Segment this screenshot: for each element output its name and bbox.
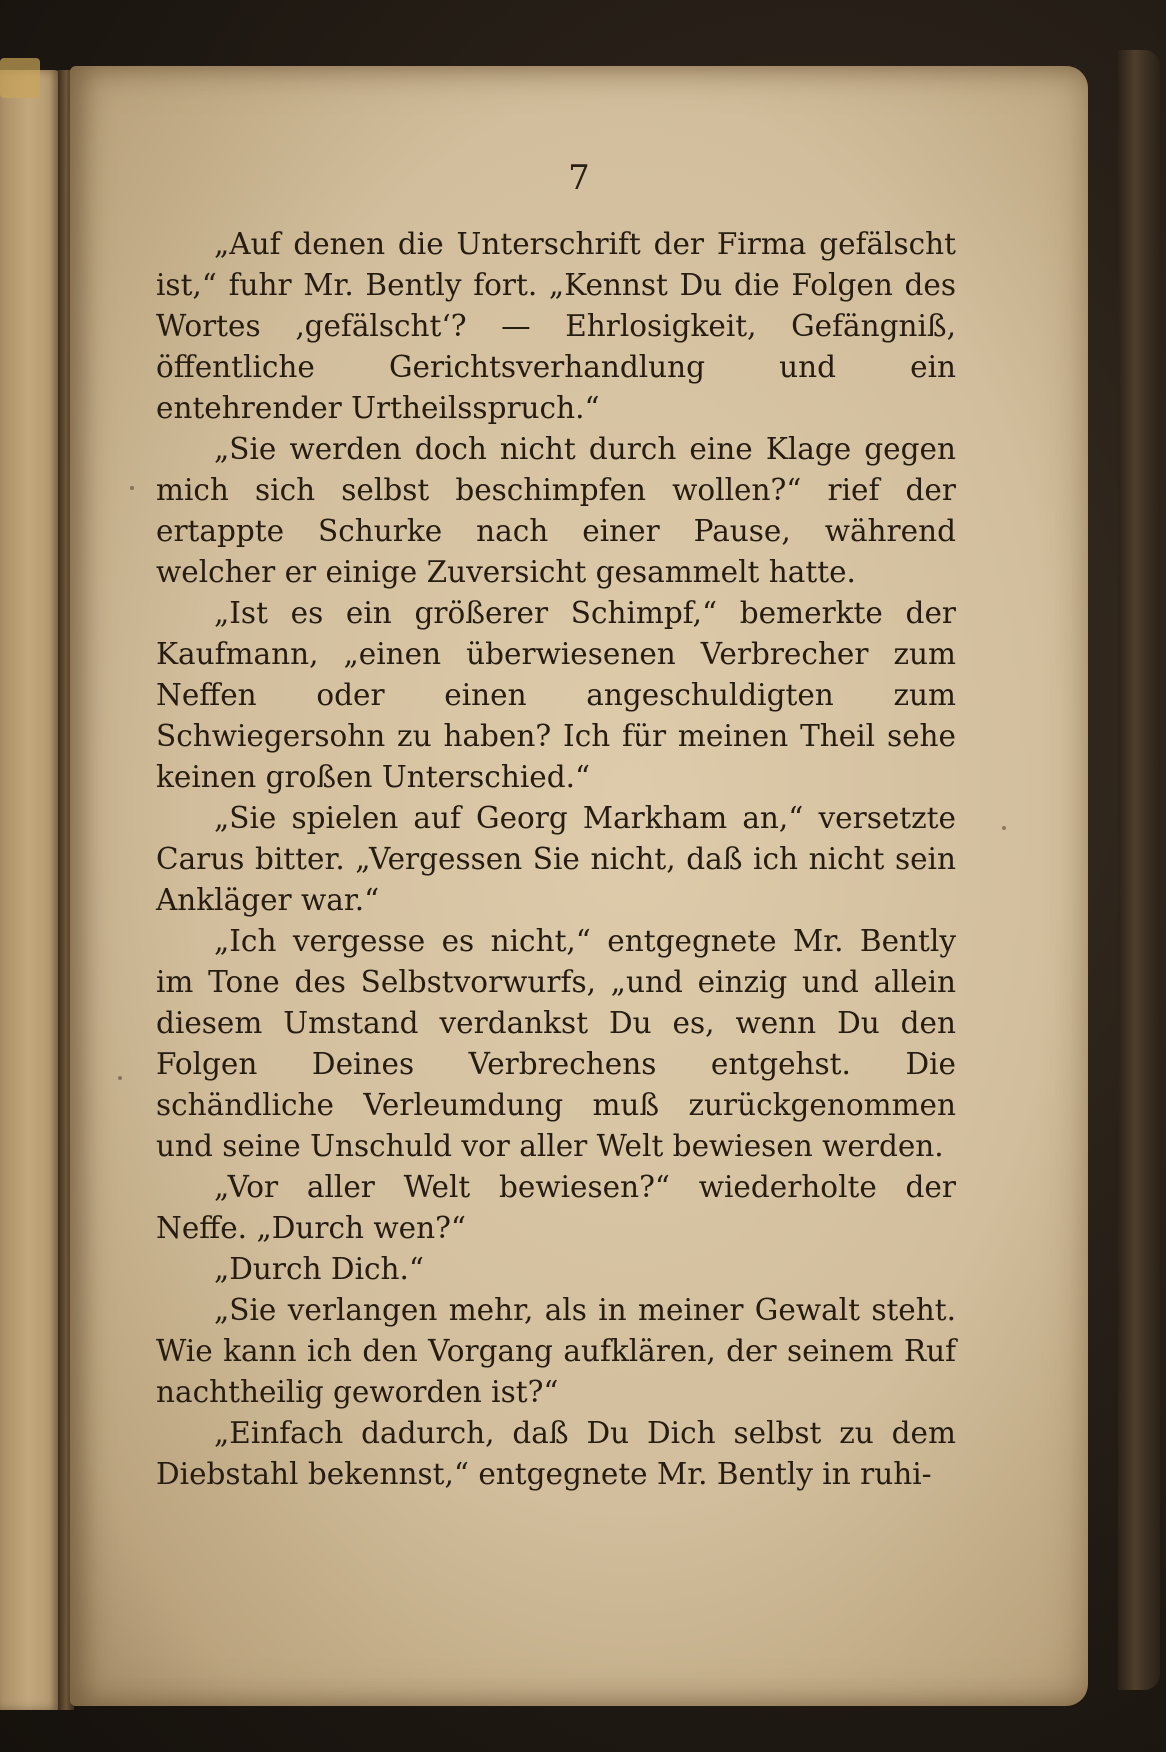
paragraph: „Auf denen die Unterschrift der Firma gefälscht ist,“ fuhr Mr. Bently fort. „Kennst Du die Folgen des Wortes ‚gefälscht‘? — Ehrlosigkeit, Gefängniß, öffentliche Gerichtsverhandlung und ein entehrender Urtheilsspruch.“ — [156, 227, 956, 425]
book-page — [70, 66, 1088, 1706]
paragraph: „Ich vergesse es nicht,“ entgegnete Mr. Bently im Tone des Selbstvorwurfs, „und einzig und allein diesem Umstand verdankst Du es, wenn Du den Folgen Deines Verbrechens entgehst. Die schändliche Verleumdung muß zurückgenommen und seine Unschuld vor aller Welt bewiesen werden. — [156, 924, 956, 1163]
page-number: 7 — [568, 158, 590, 198]
paragraph: „Sie spielen auf Georg Markham an,“ versetzte Carus bitter. „Vergessen Sie nicht, daß ich nicht sein Ankläger war.“ — [156, 801, 956, 917]
binding-wear-mark — [0, 58, 40, 98]
body-text — [156, 224, 956, 1495]
paper-speck — [118, 1076, 122, 1080]
paper-speck — [1002, 826, 1006, 830]
paper-speck — [130, 486, 134, 490]
cover-edge — [1118, 50, 1160, 1690]
paragraph: „Einfach dadurch, daß Du Dich selbst zu dem Diebstahl bekennst,“ entgegnete Mr. Bently in ruhi- — [156, 1416, 956, 1491]
paragraph: „Vor aller Welt bewiesen?“ wiederholte der Neffe. „Durch wen?“ — [156, 1170, 956, 1245]
left-page-edge — [0, 70, 62, 1710]
paragraph: „Durch Dich.“ — [214, 1252, 425, 1286]
paragraph: „Sie werden doch nicht durch eine Klage gegen mich sich selbst beschimpfen wollen?“ rief der ertappte Schurke nach einer Pause, während welcher er einige Zuversicht gesammelt hatte. — [156, 432, 956, 589]
paragraph: „Ist es ein größerer Schimpf,“ bemerkte der Kaufmann, „einen überwiesenen Verbrecher zum Neffen oder einen angeschuldigten zum Schwiegersohn zu haben? Ich für meinen Theil sehe keinen großen Unterschied.“ — [156, 596, 956, 794]
paragraph: „Sie verlangen mehr, als in meiner Gewalt steht. Wie kann ich den Vorgang aufklären, der seinem Ruf nachtheilig geworden ist?“ — [156, 1293, 956, 1409]
